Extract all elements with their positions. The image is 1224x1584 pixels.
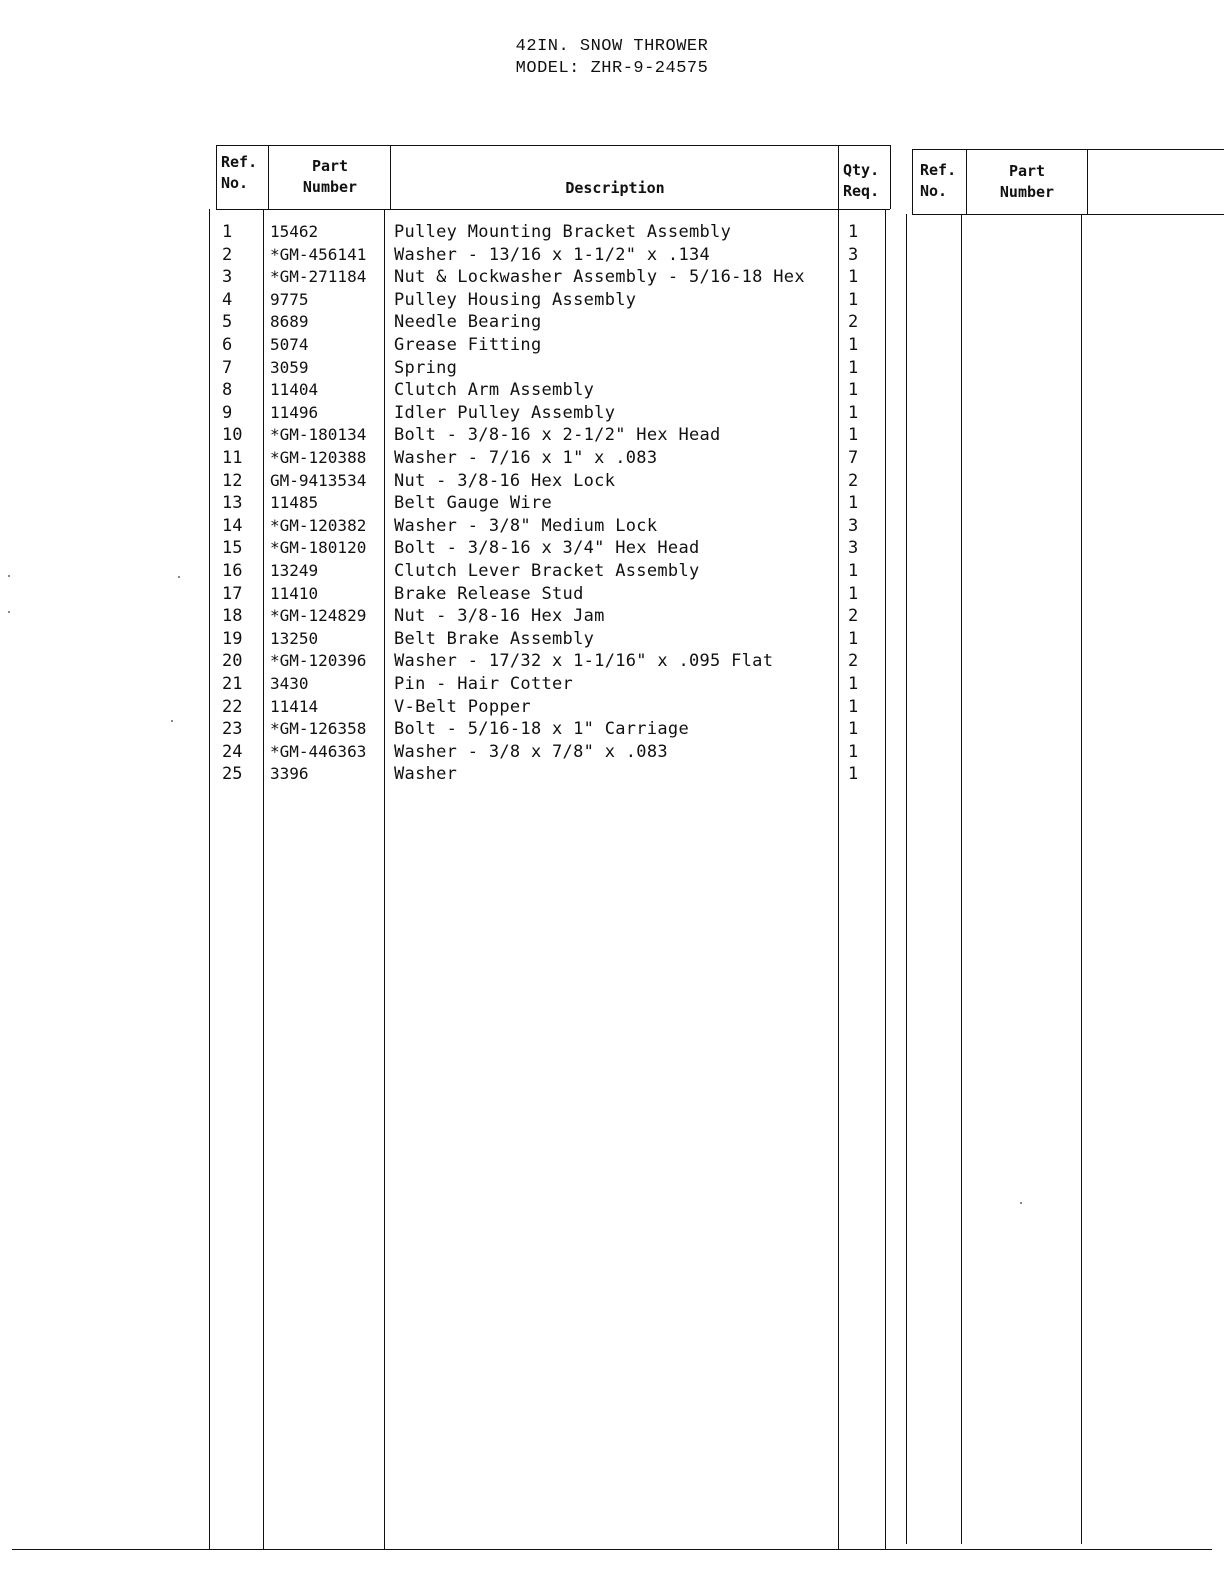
header-ref-no: Ref. No. bbox=[920, 161, 957, 200]
part-number: GM-9413534 bbox=[270, 470, 367, 490]
header-ref-no: Ref. No. bbox=[221, 153, 258, 192]
part-description: Grease Fitting bbox=[394, 335, 542, 355]
scan-speck bbox=[1020, 1202, 1022, 1204]
part-number: *GM-456141 bbox=[270, 244, 367, 264]
quantity-required: 7 bbox=[848, 448, 859, 468]
ref-number: 8 bbox=[222, 380, 233, 401]
ref-number: 2 bbox=[222, 244, 233, 265]
table-row bbox=[0, 628, 900, 651]
part-description: Washer - 13/16 x 1-1/2" x .134 bbox=[394, 244, 711, 265]
quantity-required: 1 bbox=[848, 583, 859, 604]
table-row bbox=[0, 221, 900, 244]
part-number: *GM-124829 bbox=[270, 606, 367, 626]
ref-number: 13 bbox=[222, 493, 243, 514]
ref-number: 9 bbox=[222, 402, 233, 423]
part-number: 11414 bbox=[270, 696, 319, 716]
page-bottom-rule bbox=[12, 1549, 1212, 1550]
part-number: *GM-180120 bbox=[270, 538, 367, 558]
table-row bbox=[0, 424, 900, 447]
table-row bbox=[0, 447, 900, 470]
quantity-required: 1 bbox=[848, 222, 859, 242]
quantity-required: 2 bbox=[848, 606, 859, 627]
quantity-required: 1 bbox=[848, 289, 859, 310]
ref-number: 14 bbox=[222, 515, 243, 536]
column-divider bbox=[961, 214, 962, 1544]
document-title: 42IN. SNOW THROWER bbox=[515, 37, 709, 56]
header-part-number: Part Number bbox=[302, 157, 358, 196]
part-description: Clutch Lever Bracket Assembly bbox=[394, 561, 700, 581]
part-description: Nut & Lockwasher Assembly - 5/16-18 Hex bbox=[394, 267, 805, 288]
table-row bbox=[0, 311, 900, 334]
quantity-required: 3 bbox=[848, 515, 859, 536]
quantity-required: 1 bbox=[848, 741, 859, 762]
column-divider bbox=[1087, 149, 1088, 214]
part-description: Belt Gauge Wire bbox=[394, 493, 553, 514]
part-description: Pin - Hair Cotter bbox=[394, 674, 574, 694]
column-divider bbox=[912, 149, 913, 214]
ref-number: 15 bbox=[222, 538, 243, 559]
part-description: Bolt - 3/8-16 x 3/4" Hex Head bbox=[394, 538, 700, 559]
table-row bbox=[0, 673, 900, 696]
quantity-required: 1 bbox=[848, 628, 859, 649]
ref-number: 10 bbox=[222, 425, 243, 446]
table-row bbox=[0, 537, 900, 560]
table-row bbox=[0, 244, 900, 267]
quantity-required: 1 bbox=[848, 357, 859, 378]
ref-number: 3 bbox=[222, 267, 233, 288]
ref-number: 12 bbox=[222, 470, 243, 491]
part-number: 11485 bbox=[270, 493, 319, 513]
table-row bbox=[0, 741, 900, 764]
column-divider bbox=[890, 145, 891, 209]
quantity-required: 2 bbox=[848, 312, 859, 333]
part-description: Bolt - 5/16-18 x 1" Carriage bbox=[394, 719, 689, 740]
quantity-required: 1 bbox=[848, 425, 859, 446]
quantity-required: 1 bbox=[848, 719, 859, 740]
column-divider bbox=[966, 149, 967, 214]
ref-number: 21 bbox=[222, 674, 243, 694]
table-row bbox=[0, 696, 900, 719]
header-description: Description bbox=[565, 179, 665, 197]
quantity-required: 3 bbox=[848, 538, 859, 559]
part-description: Belt Brake Assembly bbox=[394, 628, 595, 649]
ref-number: 20 bbox=[222, 651, 243, 672]
header-part-number: Part Number bbox=[999, 162, 1055, 201]
ref-number: 17 bbox=[222, 583, 243, 604]
part-description: Idler Pulley Assembly bbox=[394, 402, 616, 423]
quantity-required: 1 bbox=[848, 493, 859, 514]
ref-number: 4 bbox=[222, 289, 233, 310]
header-bottom-border bbox=[216, 209, 890, 210]
ref-number: 18 bbox=[222, 606, 243, 627]
ref-number: 22 bbox=[222, 696, 243, 717]
part-number: *GM-180134 bbox=[270, 425, 367, 445]
table-row bbox=[0, 763, 900, 786]
quantity-required: 1 bbox=[848, 380, 859, 401]
ref-number: 1 bbox=[222, 222, 233, 242]
part-number: 9775 bbox=[270, 289, 309, 309]
part-number: 11404 bbox=[270, 380, 319, 400]
ref-number: 16 bbox=[222, 561, 243, 581]
part-number: *GM-120388 bbox=[270, 448, 367, 467]
table-row bbox=[0, 402, 900, 425]
quantity-required: 1 bbox=[848, 402, 859, 423]
part-number: 13250 bbox=[270, 628, 319, 648]
part-number: 8689 bbox=[270, 312, 309, 332]
table-top-border bbox=[912, 149, 1224, 150]
part-description: Brake Release Stud bbox=[394, 583, 584, 604]
quantity-required: 3 bbox=[848, 244, 859, 265]
column-divider bbox=[906, 214, 907, 1544]
table-top-border bbox=[216, 145, 890, 146]
quantity-required: 1 bbox=[848, 335, 859, 355]
part-number: *GM-120396 bbox=[270, 651, 367, 671]
table-row bbox=[0, 357, 900, 380]
table-row bbox=[0, 560, 900, 583]
part-description: V-Belt Popper bbox=[394, 696, 531, 717]
ref-number: 24 bbox=[222, 741, 243, 762]
part-number: *GM-126358 bbox=[270, 719, 367, 739]
ref-number: 7 bbox=[222, 357, 233, 378]
column-divider bbox=[1081, 214, 1082, 1544]
table-row bbox=[0, 470, 900, 493]
part-description: Needle Bearing bbox=[394, 312, 542, 333]
part-number: 11496 bbox=[270, 402, 319, 422]
part-number: 5074 bbox=[270, 335, 309, 354]
ref-number: 5 bbox=[222, 312, 233, 333]
ref-number: 19 bbox=[222, 628, 243, 649]
part-description: Washer bbox=[394, 764, 458, 785]
table-row bbox=[0, 492, 900, 515]
part-number: 11410 bbox=[270, 583, 319, 603]
quantity-required: 1 bbox=[848, 267, 859, 288]
part-number: 3396 bbox=[270, 764, 309, 784]
part-number: *GM-271184 bbox=[270, 267, 367, 287]
quantity-required: 2 bbox=[848, 470, 859, 491]
ref-number: 11 bbox=[222, 448, 243, 468]
model-number: MODEL: ZHR-9-24575 bbox=[515, 59, 709, 78]
part-description: Clutch Arm Assembly bbox=[394, 380, 595, 401]
part-description: Bolt - 3/8-16 x 2-1/2" Hex Head bbox=[394, 425, 721, 446]
table-row bbox=[0, 650, 900, 673]
part-description: Washer - 7/16 x 1" x .083 bbox=[394, 448, 658, 468]
part-description: Nut - 3/8-16 Hex Jam bbox=[394, 606, 605, 627]
part-description: Washer - 3/8 x 7/8" x .083 bbox=[394, 741, 668, 762]
part-number: 15462 bbox=[270, 222, 319, 241]
table-row bbox=[0, 289, 900, 312]
column-divider bbox=[216, 145, 217, 209]
part-number: 3430 bbox=[270, 674, 309, 693]
ref-number: 6 bbox=[222, 335, 233, 355]
table-row bbox=[0, 379, 900, 402]
quantity-required: 2 bbox=[848, 651, 859, 672]
header-bottom-border bbox=[912, 214, 1224, 215]
quantity-required: 1 bbox=[848, 764, 859, 785]
quantity-required: 1 bbox=[848, 561, 859, 581]
table-row bbox=[0, 334, 900, 357]
quantity-required: 1 bbox=[848, 674, 859, 694]
part-number: *GM-446363 bbox=[270, 741, 367, 761]
part-description: Pulley Housing Assembly bbox=[394, 289, 637, 310]
table-row bbox=[0, 515, 900, 538]
table-row bbox=[0, 605, 900, 628]
ref-number: 25 bbox=[222, 764, 243, 785]
quantity-required: 1 bbox=[848, 696, 859, 717]
part-description: Spring bbox=[394, 357, 458, 378]
table-row bbox=[0, 583, 900, 606]
part-description: Pulley Mounting Bracket Assembly bbox=[394, 222, 732, 242]
header-qty-req: Qty. Req. bbox=[843, 161, 880, 200]
part-number: *GM-120382 bbox=[270, 515, 367, 535]
table-row bbox=[0, 266, 900, 289]
part-number: 13249 bbox=[270, 561, 319, 580]
part-description: Washer - 17/32 x 1-1/16" x .095 Flat bbox=[394, 651, 774, 672]
column-divider bbox=[268, 145, 269, 209]
ref-number: 23 bbox=[222, 719, 243, 740]
column-divider bbox=[390, 145, 391, 209]
part-description: Washer - 3/8" Medium Lock bbox=[394, 515, 658, 536]
part-number: 3059 bbox=[270, 357, 309, 377]
part-description: Nut - 3/8-16 Hex Lock bbox=[394, 470, 616, 491]
table-row bbox=[0, 718, 900, 741]
